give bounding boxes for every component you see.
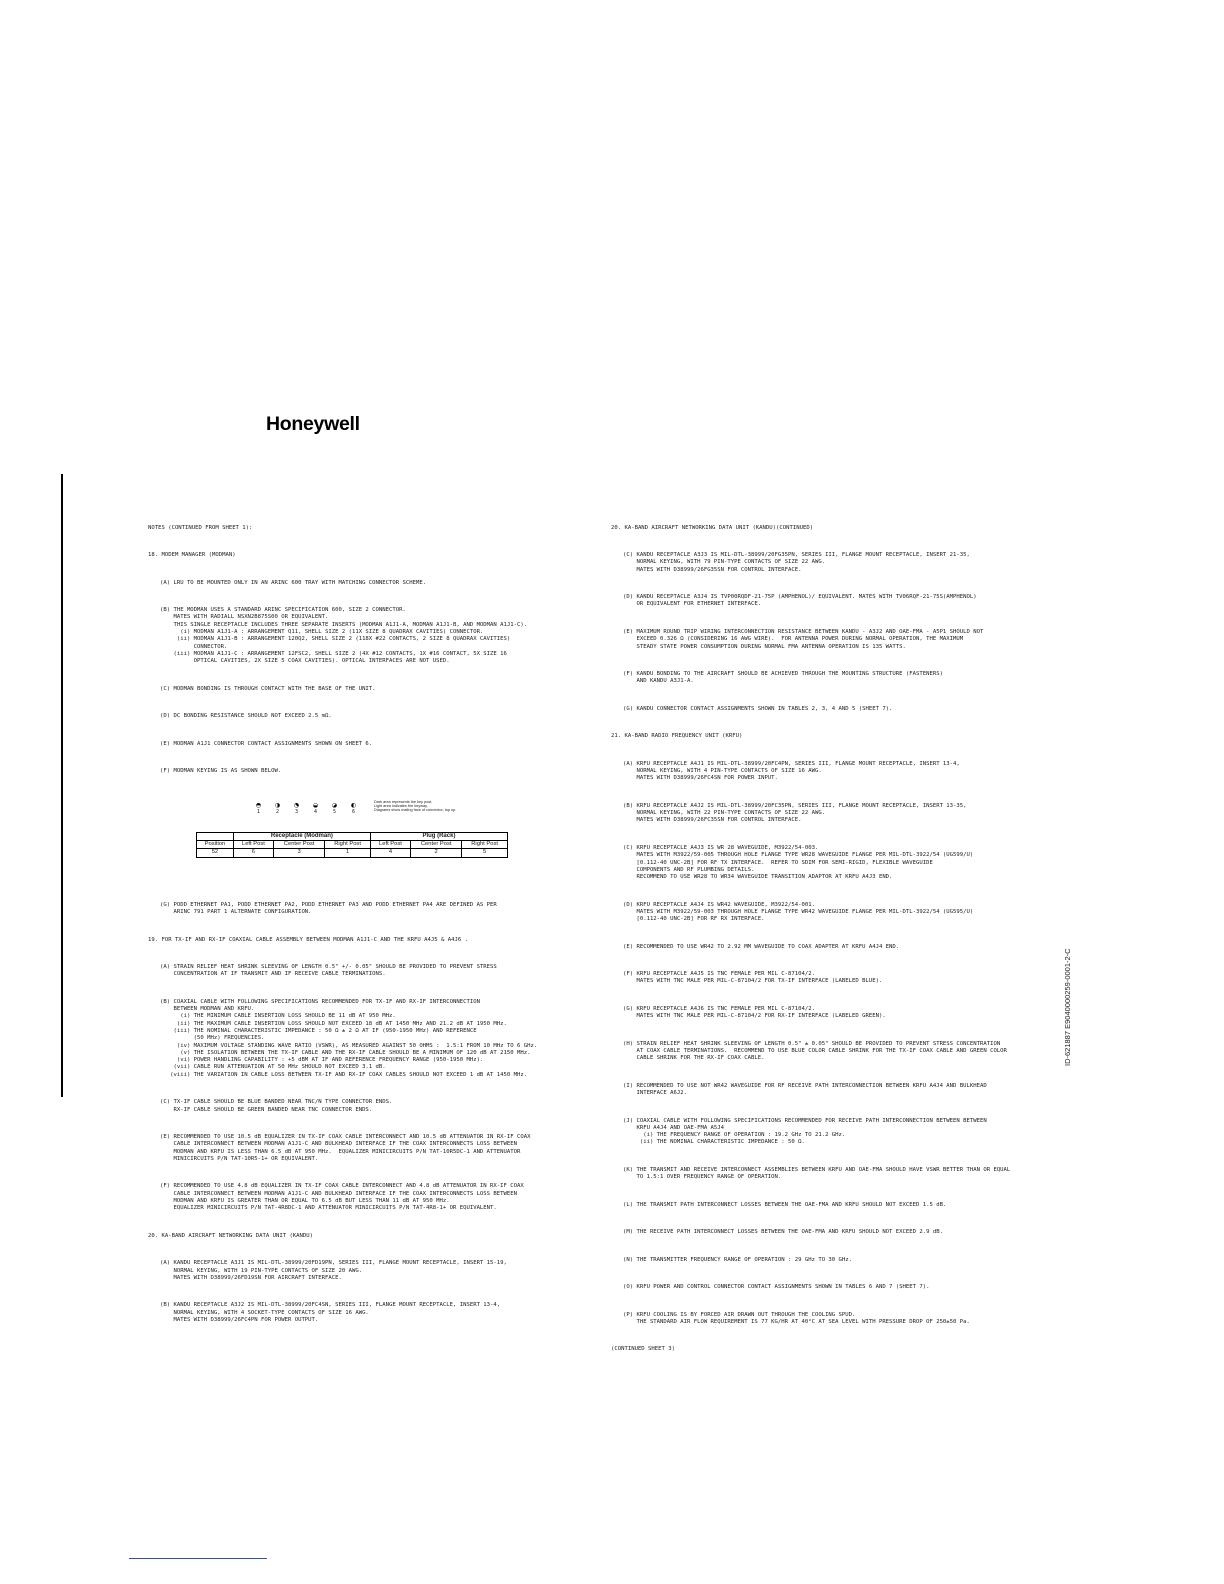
drawing-id: ID-621887 E9040000259-0001-2-C <box>1063 948 1072 1066</box>
table-cell: 52 <box>197 849 234 857</box>
note-18b: (B) THE MODMAN USES A STANDARD ARINC SPECIFICATION 600, SIZE 2 CONNECTOR. MATES WITH RADIALL NSXN2B875S00 OR EQUIVALENT. THIS SINGLE RECEPTACLE INCLUDES THREE SEPARATE INSERTS (MODMAN A1J1-A, MODMAN A1J1-B, AND MODMAN A1J1-C). (i) MODMAN A1J1-A : ARRANGEMENT Q11, SHELL SIZE 2 (11X SIZE 8 QUADRAX CAVITIES) CONNECTOR. (ii) MODMAN A1J1-B : ARRANGEMENT 120Q2, SHELL SIZE 2 (118X #22 CONTACTS, 2 SIZE 8 QUADRAX CAVITIES) CONNECTOR. (iii) MODMAN A1J1-C : ARRANGEMENT 12FSC2, SHELL SIZE 2 (4X #12 CONTACTS, 1X #16 CONTACT, 5X SIZE 16 OPTICAL CAVITIES, 2X SIZE 5 COAX CAVITIES). OPTICAL INTERFACES ARE NOT USED. <box>160 607 528 665</box>
keying-pin <box>271 803 284 816</box>
honeywell-logo: Honeywell <box>266 413 360 435</box>
note-19f: (F) RECOMMENDED TO USE 4.8 dB EQUALIZER IN TX-IF COAX CABLE INTERCONNECT AND 4.8 dB ATTENUATOR IN RX-IF COAX CABLE INTERCONNECT BETWEEN MODMAN A1J1-C AND BULKHEAD INTERFACE IF THE COAX INTERCONNECTS LOSS BETWEEN MODMAN AND KRFU IS GREATER THAN OR EQUAL TO 6.5 dB BUT LESS THAN 11 dB AT 950 MHz. EQUALIZER MINICIRCUITS P/N TAT-4R8DC-1 AND ATTENUATOR MINICIRCUITS P/N TAT-4R8-1+ OR EQUIVALENT. <box>160 1183 524 1212</box>
note-19e: (E) RECOMMENDED TO USE 10.5 dB EQUALIZER IN TX-IF COAX CABLE INTERCONNECT AND 10.5 dB ATTENUATOR IN RX-IF COAX CABLE INTERCONNECT BETWEEN MODMAN A1J1-C AND BULKHEAD INTERFACE IF THE COAX INTERCONNECTS LOSS BETWEEN MODMAN AND KRFU IS LESS THAN 6.5 dB AT 950 MHz. EQUALIZER MINICIRCUITS P/N TAT-10R5DC-1 AND ATTENUATOR MINICIRCUITS P/N TAT-10R5-1+ OR EQUIVALENT. <box>160 1134 531 1162</box>
notes-right-column <box>611 510 1077 1367</box>
note-21e: (E) RECOMMENDED TO USE WR42 TO 2.92 MM WAVEGUIDE TO COAX ADAPTER AT KRFU A4J4 END. <box>623 943 900 950</box>
note-18-title: 18. MODEM MANAGER (MODMAN) <box>148 552 236 559</box>
pin-number: 2 <box>275 808 279 815</box>
keying-pin <box>309 803 322 816</box>
keying-pin <box>328 803 341 816</box>
keying-table <box>196 832 508 858</box>
col-header: Right Post <box>462 841 508 849</box>
keying-pin <box>252 803 265 816</box>
pin-number: 1 <box>256 808 260 815</box>
table-row <box>197 849 508 857</box>
table-corner <box>197 832 234 840</box>
keying-pin <box>347 803 360 816</box>
note-20c: (C) KANDU RECEPTACLE A3J3 IS MIL-DTL-38999/20FG35PN, SERIES III, FLANGE MOUNT RECEPTACLE, INSERT 21-35, NORMAL KEYING, WITH 79 PIN-TYPE CONTACTS OF SIZE 22 AWG. MATES WITH D38999/26FG35SN FOR CONTROL INTERFACE. <box>623 552 970 573</box>
note-20d: (D) KANDU RECEPTACLE A3J4 IS TVP00RQDF-21-75P (AMPHENOL)/ EQUIVALENT. MATES WITH TV06RQF-21-75S(AMPHENOL) OR EQUIVALENT FOR ETHERNET INTERFACE. <box>623 594 977 608</box>
note-21o: (O) KRFU POWER AND CONTROL CONNECTOR CONTACT ASSIGNMENTS SHOWN IN TABLES 6 AND 7 (SHEET 7). <box>623 1284 930 1291</box>
pin-number: 4 <box>313 808 317 815</box>
col-header: Center Post <box>273 841 324 849</box>
keying-legend-note: Dark area represents the key post. Light area indicates the keyway. Diagrams show mating face of connector, top up. <box>374 799 457 813</box>
table-cell: 1 <box>325 849 371 857</box>
note-18c: (C) MODMAN BONDING IS THROUGH CONTACT WITH THE BASE OF THE UNIT. <box>160 685 376 692</box>
col-header: Center Post <box>411 841 462 849</box>
key-pin-1-icon <box>253 803 264 808</box>
note-21n: (N) THE TRANSMITTER FREQUENCY RANGE OF OPERATION : 29 GHz TO 30 GHz. <box>623 1256 853 1263</box>
note-19c: (C) TX-IF CABLE SHOULD BE BLUE BANDED NEAR TNC/N TYPE CONNECTOR ENDS. RX-IF CABLE SHOULD BE GREEN BANDED NEAR TNC CONNECTOR ENDS. <box>160 1099 393 1113</box>
notes-left-column <box>148 510 598 1337</box>
modman-keying-diagram <box>148 799 598 875</box>
note-21i: (I) RECOMMENDED TO USE NOT WR42 WAVEGUIDE FOR RF RECEIVE PATH INTERCONNECTION BETWEEN KRFU A4J4 AND BULKHEAD INTERFACE A6J2. <box>623 1082 987 1097</box>
table-cell: 2 <box>411 849 462 857</box>
note-20b: (B) KANDU RECEPTACLE A3J2 IS MIL-DTL-38999/20FC4SN, SERIES III, FLANGE MOUNT RECEPTACLE, INSERT 13-4, NORMAL KEYING, WITH 4 SOCKET-TYPE CONTACTS OF SIZE 16 AWG. MATES WITH D38999/26FC4PN FOR POWER OUTPUT. <box>160 1302 501 1323</box>
note-21k: (K) THE TRANSMIT AND RECEIVE INTERCONNECT ASSEMBLIES BETWEEN KRFU AND OAE-FMA SHOULD HAVE VSWR BETTER THAN OR EQUAL TO 1.5:1 OVER FREQUENCY RANGE OF OPERATION. <box>623 1166 1011 1181</box>
note-21d: (D) KRFU RECEPTACLE A4J4 IS WR42 WAVEGUIDE, M3922/54-001. MATES WITH M3922/59-003 THROUGH HOLE FLANGE TYPE WR42 WAVEGUIDE FLANGE PER MIL-DTL-3922/54 (UG595/U) [0.112-40 UNC-2B] FOR RF RX INTERFACE. <box>623 901 974 923</box>
table-header-row <box>197 841 508 849</box>
note-21l: (L) THE TRANSMIT PATH INTERCONNECT LOSSES BETWEEN THE OAE-FMA AND KRFU SHOULD NOT EXCEED 1.5 dB. <box>623 1201 947 1208</box>
table-cell: 5 <box>462 849 508 857</box>
key-pin-5-icon <box>329 803 340 808</box>
key-pin-4-icon <box>310 803 321 808</box>
note-20-cont-title: 20. KA-BAND AIRCRAFT NETWORKING DATA UNIT (KANDU)(CONTINUED) <box>611 524 814 531</box>
note-21b: (B) KRFU RECEPTACLE A4J2 IS MIL-DTL-38999/20FC35PN, SERIES III, FLANGE MOUNT RECEPTACLE, INSERT 13-35, NORMAL KEYING, WITH 22 PIN-TYPE CONTACTS OF SIZE 22 AWG. MATES WITH D38999/26FC35SN FOR CONTROL INTERFACE. <box>623 802 967 824</box>
note-20a: (A) KANDU RECEPTACLE A3J1 IS MIL-DTL-38999/20FD19PN, SERIES III, FLANGE MOUNT RECEPTACLE, INSERT 15-19, NORMAL KEYING, WITH 19 PIN-TYPE CONTACTS OF SIZE 20 AWG. MATES WITH D38999/26FD19SN FOR AIRCRAFT INTERFACE. <box>160 1260 507 1281</box>
note-20e: (E) MAXIMUM ROUND TRIP WIRING INTERCONNECTION RESISTANCE BETWEEN KANDU - A3J2 AND OAE-FMA - A5P1 SHOULD NOT EXCEED 0.326 Ω (CONSIDERING 16 AWG WIRE). FOR ANTENNA POWER DURING NORMAL OPERATION, THE MAXIMUM STEADY STATE POWER CONSUMPTION DURING NORMAL FMA ANTENNA OPERATION IS 135 WATTS. <box>623 628 984 650</box>
note-21m: (M) THE RECEIVE PATH INTERCONNECT LOSSES BETWEEN THE OAE-FMA AND KRFU SHOULD NOT EXCEED 2.9 dB. <box>623 1229 943 1236</box>
key-pin-6-icon <box>348 803 359 808</box>
col-header: Position <box>197 841 234 849</box>
note-21h: (H) STRAIN RELIEF HEAT SHRINK SLEEVING OF LENGTH 0.5" ± 0.05" SHOULD BE PROVIDED TO PREVENT STRESS CONCENTRATION AT COAX CABLE TERMINATIONS. RECOMMEND TO USE BLUE COLOR CABLE SHRINK FOR THE TX-IF COAX CABLE AND GREEN COLOR CABLE SHRINK FOR THE RX-IF COAX CABLE. <box>623 1040 1007 1062</box>
note-18d: (D) DC BONDING RESISTANCE SHOULD NOT EXCEED 2.5 mΩ. <box>160 713 332 720</box>
continued-note: (CONTINUED SHEET 3) <box>611 1346 675 1353</box>
note-21j: (J) COAXIAL CABLE WITH FOLLOWING SPECIFICATIONS RECOMMENDED FOR RECEIVE PATH INTERCONNECTION BETWEEN BETWEEN KRFU A4J4 AND OAE-FMA A5J4 (i) THE FREQUENCY RANGE OF OPERATION : 19.2 GHz TO 21.2 GHz. (ii) THE NOMINAL CHARACTERISTIC IMPEDANCE : 50 Ω. <box>623 1117 987 1146</box>
receptacle-group-header: Receptacle (Modman) <box>233 832 370 840</box>
keying-pins <box>252 803 360 816</box>
key-pin-3-icon <box>291 803 302 808</box>
pin-number: 6 <box>351 808 355 815</box>
pin-number: 5 <box>332 808 336 815</box>
footer-link[interactable] <box>129 1558 267 1559</box>
note-20-title: 20. KA-BAND AIRCRAFT NETWORKING DATA UNIT (KANDU) <box>148 1232 314 1239</box>
notes-heading: NOTES (CONTINUED FROM SHEET 1): <box>148 524 253 531</box>
col-header: Left Post <box>233 841 273 849</box>
note-21c: (C) KRFU RECEPTACLE A4J3 IS WR 28 WAVEGUIDE, M3922/54-003. MATES WITH M3922/59-005 THROUGH HOLE FLANGE TYPE WR28 WAVEGUIDE FLANGE PER MIL-DTL-3922/54 (UG599/U) [0.112-40 UNC-2B] FOR RF TX INTERFACE. REFER TO SDIM FOR SEMI-RIGID, FLEXIBLE WAVEGUIDE COMPONENTS AND RF PLUMBING DETAILS. RECOMMEND TO USE WR28 TO WR34 WAVEGUIDE TRANSITION ADAPTOR AT KRFU A4J3 END. <box>623 844 974 881</box>
col-header: Left Post <box>370 841 410 849</box>
note-18e: (E) MODMAN A1J1 CONNECTOR CONTACT ASSIGNMENTS SHOWN ON SHEET 6. <box>160 740 373 747</box>
note-20g: (G) KANDU CONNECTOR CONTACT ASSIGNMENTS SHOWN IN TABLES 2, 3, 4 AND 5 (SHEET 7). <box>623 705 893 712</box>
note-21g: (G) KRFU RECEPTACLE A4J6 IS TNC FEMALE PER MIL C-87104/2. MATES WITH TNC MALE PER MIL-C-87104/2 FOR RX-IF INTERFACE (LABELED GREEN). <box>623 1005 886 1020</box>
note-21a: (A) KRFU RECEPTACLE A4J1 IS MIL-DTL-38999/20FC4PN, SERIES III, FLANGE MOUNT RECEPTACLE, INSERT 13-4, NORMAL KEYING, WITH 4 PIN-TYPE CONTACTS OF SIZE 16 AWG. MATES WITH D38999/26FC4SN FOR POWER INPUT. <box>623 760 960 782</box>
note-18a: (A) LRU TO BE MOUNTED ONLY IN AN ARINC 600 TRAY WITH MATCHING CONNECTOR SCHEME. <box>160 579 427 586</box>
note-19b: (B) COAXIAL CABLE WITH FOLLOWING SPECIFICATIONS RECOMMENDED FOR TX-IF AND RX-IF INTERCONNECTION BETWEEN MODMAN AND KRFU. (i) THE MINIMUM CABLE INSERTION LOSS SHOULD BE 11 dB AT 950 MHz. (ii) THE MAXIMUM CABLE INSERTION LOSS SHOULD NOT EXCEED 18 dB AT 1450 MHz AND 21.2 dB AT 1950 MHz. (iii) THE NOMINAL CHARACTERISTIC IMPEDANCE : 50 Ω ± 2 Ω AT IF (950-1950 MHz) AND REFERENCE (50 MHz) FREQUENCIES. (iv) MAXIMUM VOLTAGE STANDING WAVE RATIO (VSWR), AS MEASURED AGAINST 50 OHMS : 1.5:1 FROM 10 MHz TO 6 GHz. (v) THE ISOLATION BETWEEN THE TX-IF CABLE AND THE RX-IF CABLE SHOULD BE A MINIMUM OF 120 dB AT 2150 MHz. (vi) POWER HANDLING CAPABILITY : +5 dBM AT IF AND REFERENCE FREQUENCY RANGE (950-1950 MHz). (vii) CABLE RUN ATTENUATION AT 50 MHz SHOULD NOT EXCEED 3.1 dB. (viii) THE VARIATION IN CABLE LOSS BETWEEN TX-IF AND RX-IF COAX CABLES SHOULD NOT EXCEED 1 dB AT 1450 MHz. <box>160 998 538 1078</box>
note-18f: (F) MODMAN KEYING IS AS SHOWN BELOW. <box>160 768 282 775</box>
col-header: Right Post <box>325 841 371 849</box>
table-cell: 6 <box>233 849 273 857</box>
note-19-title: 19. FOR TX-IF AND RX-IF COAXIAL CABLE ASSEMBLY BETWEEN MODMAN A1J1-C AND THE KRFU A4J5 & A4J6 . <box>148 936 468 943</box>
plug-group-header: Plug (Rack) <box>370 832 507 840</box>
note-21p: (P) KRFU COOLING IS BY FORCED AIR DRAWN OUT THROUGH THE COOLING SPUD. THE STANDARD AIR FLOW REQUIREMENT IS 77 KG/HR AT 40°C AT SEA LEVEL WITH PRESSURE DROP OF 250±50 Pa. <box>623 1311 970 1325</box>
note-21f: (F) KRFU RECEPTACLE A4J5 IS TNC FEMALE PER MIL C-87104/2. MATES WITH TNC MALE PER MIL-C-87104/2 FOR TX-IF INTERFACE (LABELED BLUE). <box>623 971 883 985</box>
note-18g: (G) PODD ETHERNET PA1, PODD ETHERNET PA2, PODD ETHERNET PA3 AND PODD ETHERNET PA4 ARE DEFINED AS PER ARINC 791 PART 1 ALTERNATE CONFIGURATION. <box>160 901 497 916</box>
note-20f: (F) KANDU BONDING TO THE AIRCRAFT SHOULD BE ACHIEVED THROUGH THE MOUNTING STRUCTURE (FASTENERS) AND KANDU A3J1-A. <box>623 671 943 685</box>
table-cell: 4 <box>370 849 410 857</box>
table-cell: 3 <box>273 849 324 857</box>
margin-bar <box>61 474 63 1097</box>
note-19a: (A) STRAIN RELIEF HEAT SHRINK SLEEVING OF LENGTH 0.5" +/- 0.05" SHOULD BE PROVIDED TO PREVENT STRESS CONCENTRATION AT IF TRANSMIT AND IF RECEIVE CABLE TERMINATIONS. <box>160 964 497 978</box>
keying-pin <box>290 803 303 816</box>
key-pin-2-icon <box>272 803 283 808</box>
pin-number: 3 <box>294 808 298 815</box>
note-21-title: 21. KA-BAND RADIO FREQUENCY UNIT (KRFU) <box>611 733 743 740</box>
